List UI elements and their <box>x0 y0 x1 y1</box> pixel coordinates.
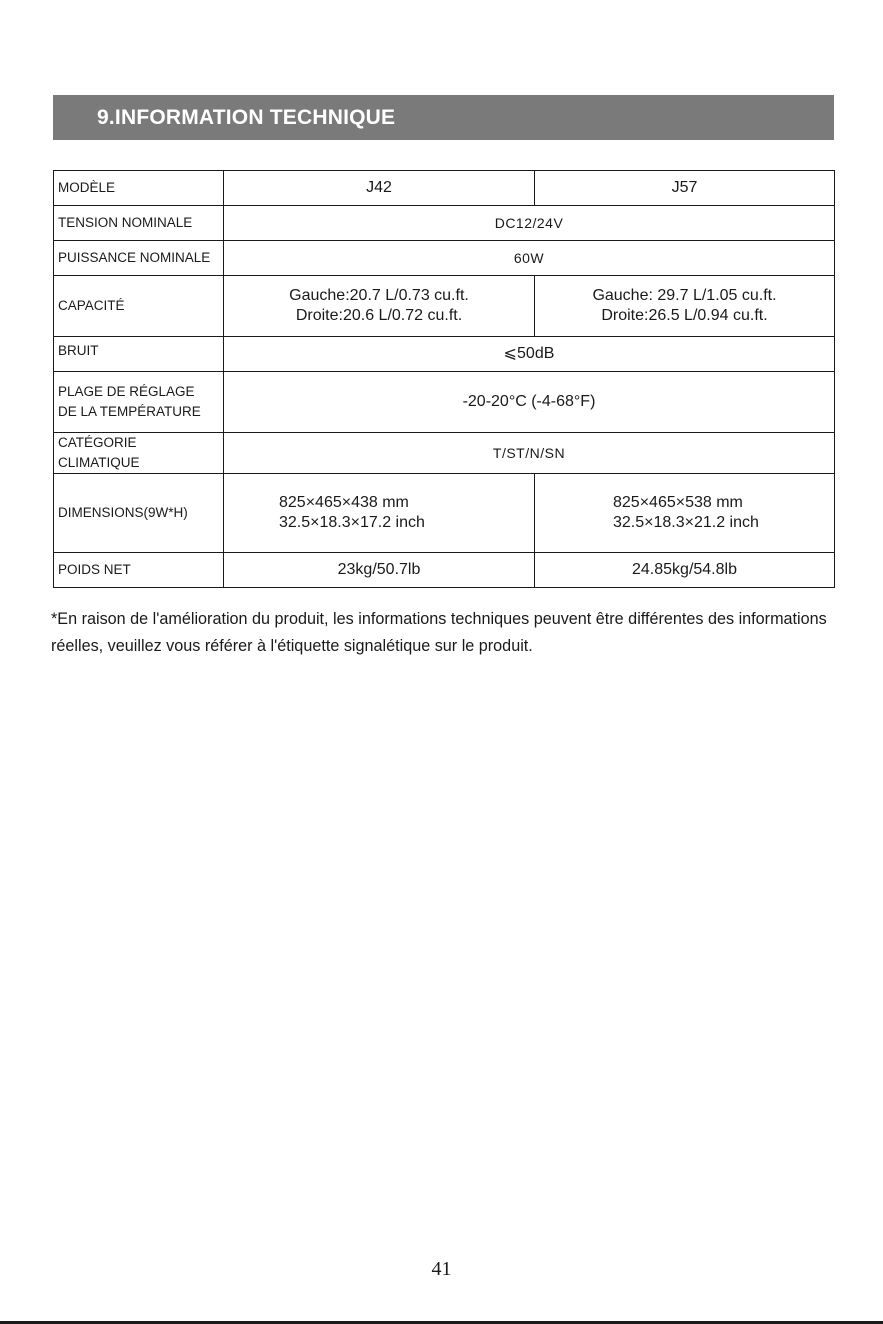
dimensions-j42-mm: 825×465×438 mm <box>279 494 409 511</box>
table-row-noise <box>54 337 835 372</box>
temperature-label-line2: DE LA TEMPÉRATURE <box>58 404 201 419</box>
capacity-j42-right: Droite:20.6 L/0.72 cu.ft. <box>295 307 463 324</box>
noise-value: ⩽50dB <box>224 337 835 372</box>
capacity-j57-left: Gauche: 29.7 L/1.05 cu.ft. <box>592 287 777 304</box>
table-row-power <box>54 241 835 276</box>
model-j42: J42 <box>224 171 535 206</box>
temperature-label-line1: PLAGE DE RÉGLAGE <box>58 384 195 399</box>
table-row-climate <box>54 433 835 474</box>
temperature-value: -20-20°C (-4-68°F) <box>224 372 835 433</box>
power-value: 60W <box>224 241 835 276</box>
dimensions-j57 <box>535 474 835 553</box>
temperature-label <box>54 372 224 433</box>
table-row-dimensions <box>54 474 835 553</box>
weight-j57: 24.85kg/54.8lb <box>535 553 835 588</box>
table-row-model <box>54 171 835 206</box>
dimensions-label: DIMENSIONS(9W*H) <box>54 474 224 553</box>
model-j57: J57 <box>535 171 835 206</box>
dimensions-j42-inch: 32.5×18.3×17.2 inch <box>279 514 425 531</box>
noise-label: BRUIT <box>54 337 224 372</box>
disclaimer-note: *En raison de l'amélioration du produit, les informations techniques peuvent être différentes des informations réelles, veuillez vous référer à l'étiquette signalétique sur le produit. <box>51 610 827 655</box>
section-title: 9.INFORMATION TECHNIQUE <box>97 105 396 129</box>
weight-j42: 23kg/50.7lb <box>224 553 535 588</box>
dimensions-j57-inch: 32.5×18.3×21.2 inch <box>613 514 759 531</box>
climate-value: T/ST/N/SN <box>224 433 835 474</box>
spec-table <box>53 170 835 588</box>
capacity-j57-right: Droite:26.5 L/0.94 cu.ft. <box>601 307 768 324</box>
page-number: 41 <box>431 1258 452 1280</box>
capacity-j57 <box>535 276 835 337</box>
voltage-label: TENSION NOMINALE <box>54 206 224 241</box>
dimensions-j42 <box>224 474 535 553</box>
table-row-voltage <box>54 206 835 241</box>
voltage-value: DC12/24V <box>224 206 835 241</box>
capacity-j42-left: Gauche:20.7 L/0.73 cu.ft. <box>289 287 469 304</box>
climate-label: CATÉGORIE CLIMATIQUE <box>54 433 224 474</box>
table-row-weight <box>54 553 835 588</box>
model-label: MODÈLE <box>54 171 224 206</box>
section-header <box>53 95 834 140</box>
capacity-j42 <box>224 276 535 337</box>
dimensions-j57-mm: 825×465×538 mm <box>613 494 743 511</box>
power-label: PUISSANCE NOMINALE <box>54 241 224 276</box>
weight-label: POIDS NET <box>54 553 224 588</box>
capacity-label: CAPACITÉ <box>54 276 224 337</box>
table-row-temperature <box>54 372 835 433</box>
table-row-capacity <box>54 276 835 337</box>
